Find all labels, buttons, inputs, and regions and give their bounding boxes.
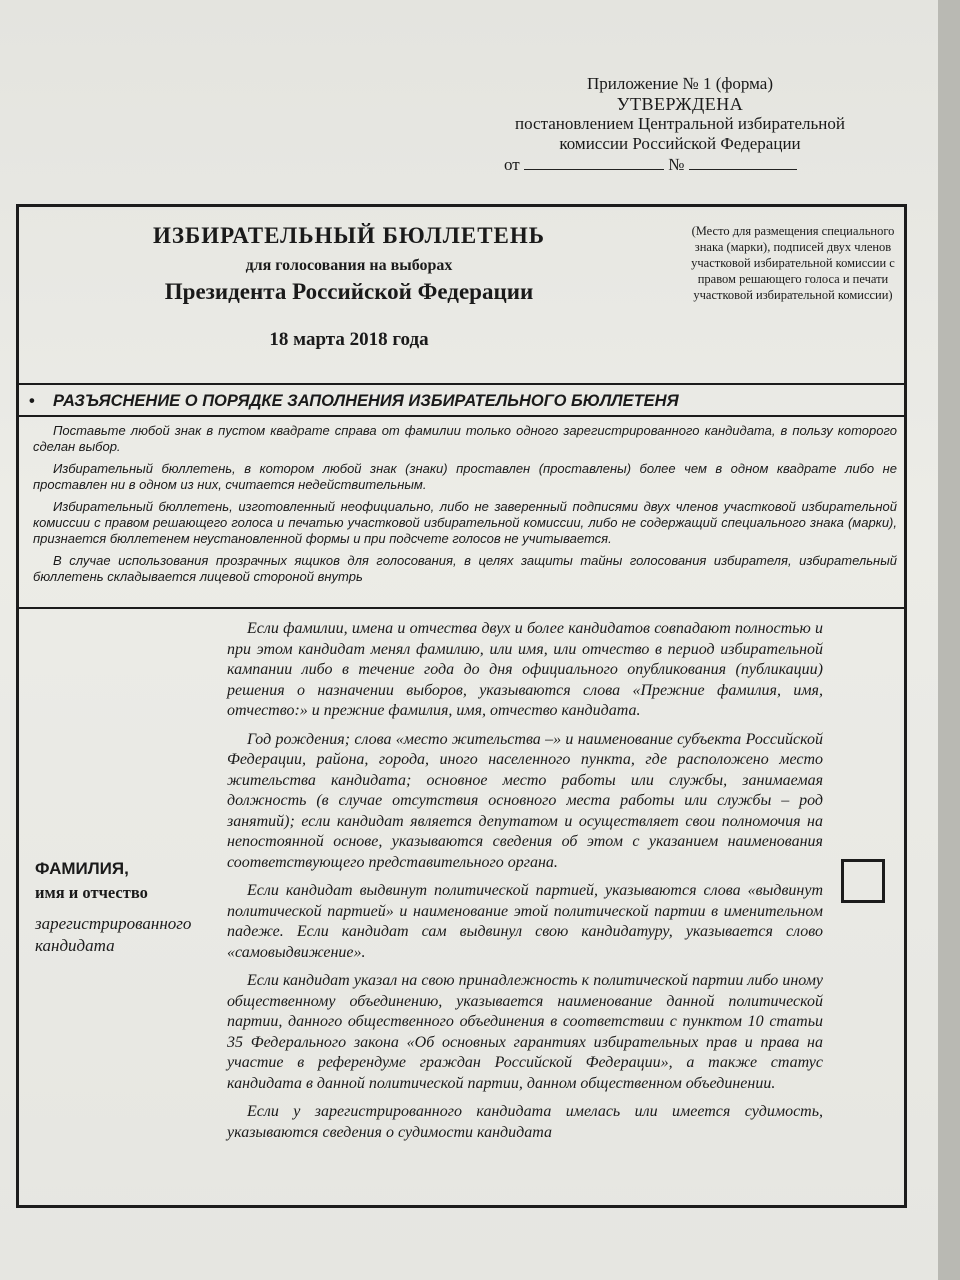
date-blank xyxy=(524,155,664,170)
number-label: № xyxy=(668,155,685,174)
candidate-label-registered: зарегистрированного кандидата xyxy=(35,914,192,955)
approval-dateline xyxy=(470,155,890,175)
candidate-label xyxy=(35,859,225,957)
instructions-heading xyxy=(19,387,904,417)
ballot-title: ИЗБИРАТЕЛЬНЫЙ БЮЛЛЕТЕНЬ xyxy=(152,223,545,248)
instruction-paragraph: Избирательный бюллетень, изготовленный неофициально, либо не заверенный подписями двух членов участковой избирательной комиссии с правом решающего голоса и печатью участковой избирательной комиссии, либо не содержащий специального знака (марки), признается бюллетенем неустановленной формы и при подсчете голосов не учитывается. xyxy=(33,499,897,546)
candidate-paragraph: Год рождения; слова «место жительства –» и наименование субъекта Российской Федерации, района, города, иного населенного пункта, где расположено место жительства кандидата; основное место работы или службы, занимаемая должность (в случае отсутствия основного места работы или службы – род занятий); если кандидат является депутатом и осуществляет свои полномочия на непостоянной основе, указываются сведения об этом с указанием наименования соответствующего представительного органа. xyxy=(227,730,823,871)
candidate-description xyxy=(227,619,823,1151)
stamp-placeholder-note: (Место для размещения специального знака (марки), подписей двух членов участковой избирательной комиссии с правом решающего голоса и печати участковой избирательной комиссии) xyxy=(691,224,895,302)
candidate-label-surname: ФАМИЛИЯ, xyxy=(35,859,129,878)
appendix-label: Приложение № 1 (форма) xyxy=(587,74,773,93)
approval-line-2: комиссии Российской Федерации xyxy=(559,134,801,153)
instruction-paragraph: Избирательный бюллетень, в котором любой знак (знаки) проставлен (проставлены) более чем в одном квадрате либо не проставлен ни в одном из них, считается недействительным. xyxy=(33,461,897,492)
candidate-paragraph: Если кандидат указал на свою принадлежность к политической партии либо иному общественному объединению, указывается наименование данной политической партии, данного общественного объединения в соответствии с пунктом 10 статьи 35 Федерального закона «Об основных гарантиях избирательных прав и права на участие в референдуме граждан Российской Федерации», а также статус кандидата в данной политической партии, данном общественном объединении. xyxy=(227,972,823,1092)
ballot-date: 18 марта 2018 года xyxy=(269,329,429,350)
ballot-frame xyxy=(16,204,907,1208)
approved-label: УТВЕРЖДЕНА xyxy=(616,94,744,114)
instructions-body xyxy=(33,423,897,591)
candidate-label-name: имя и отчество xyxy=(35,883,148,902)
ballot-header xyxy=(19,207,904,385)
section-divider xyxy=(19,607,904,609)
number-blank xyxy=(689,155,797,170)
candidate-paragraph: Если кандидат выдвинут политической партией, указываются слова «выдвинут политической партией» и наименование этой политической партии в именительном падеже. Если кандидат сам выдвинул свою кандидатуру, указывается слово «самовыдвижение». xyxy=(227,882,823,961)
candidate-paragraph: Если у зарегистрированного кандидата имелась или имеется судимость, указываются сведения о судимости кандидата xyxy=(227,1103,823,1141)
approval-line-1: постановлением Центральной избирательной xyxy=(515,114,845,133)
candidate-paragraph: Если фамилии, имена и отчества двух и более кандидатов совпадают полностью и при этом кандидат менял фамилию, или имя, или отчество в период избирательной кампании либо в течение года до дня официального опубликования (публикации) решения о назначении выборов, указываются слова «Прежние фамилия, имя, отчество:» и прежние фамилия, имя, отчество кандидата. xyxy=(227,620,823,719)
from-label: от xyxy=(504,155,520,174)
vote-checkbox[interactable] xyxy=(841,859,885,903)
ballot-office: Президента Российской Федерации xyxy=(164,279,534,304)
instruction-paragraph: Поставьте любой знак в пустом квадрате справа от фамилии только одного зарегистрированного кандидата, в пользу которого сделан выбор. xyxy=(33,423,897,454)
ballot-title-block xyxy=(19,223,679,351)
instructions-heading-text: РАЗЪЯСНЕНИЕ О ПОРЯДКЕ ЗАПОЛНЕНИЯ ИЗБИРАТЕЛЬНОГО БЮЛЛЕТЕНЯ xyxy=(53,392,679,410)
bullet-icon: • xyxy=(29,392,35,410)
instruction-paragraph: В случае использования прозрачных ящиков для голосования, в целях защиты тайны голосования избирателя, избирательный бюллетень складывается лицевой стороной внутрь xyxy=(33,553,897,584)
approval-block xyxy=(470,74,890,175)
ballot-subtitle: для голосования на выборах xyxy=(245,257,453,274)
